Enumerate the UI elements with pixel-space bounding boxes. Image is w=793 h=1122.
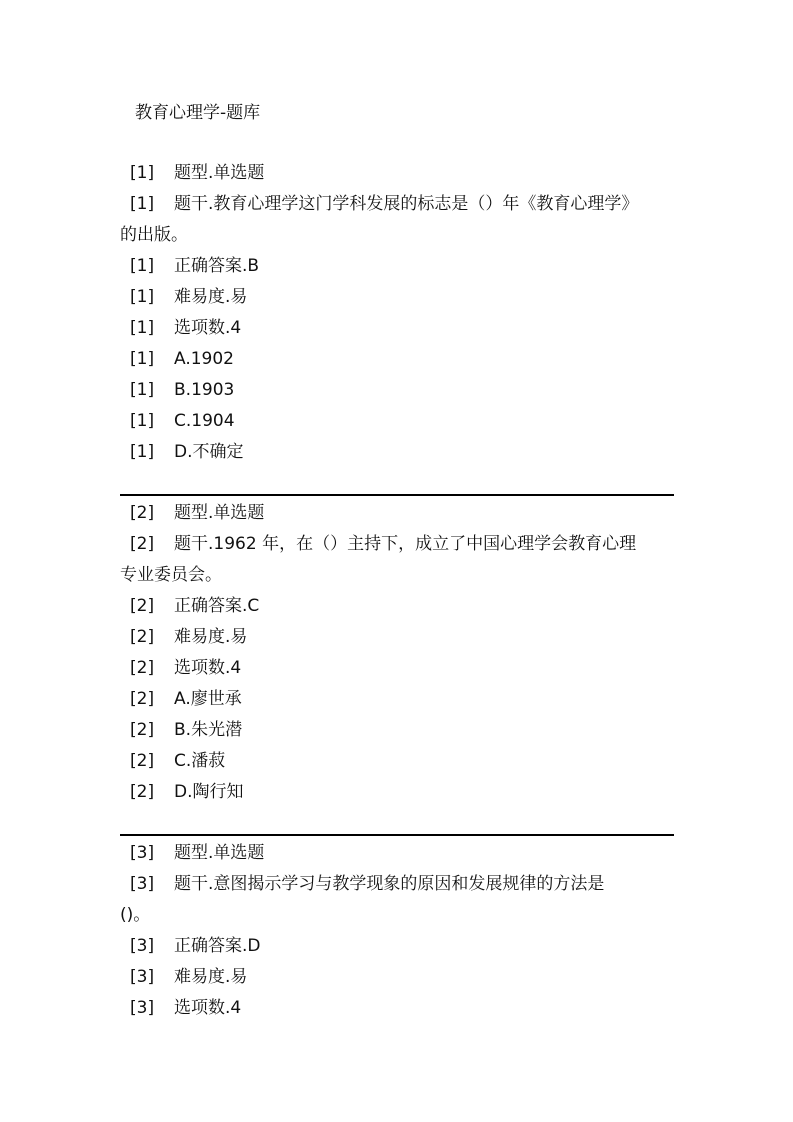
question-index: [1] [130,194,155,214]
question-index: [1] [130,411,155,431]
question-index: [2] [130,503,155,523]
option-d: D.不确定 [174,442,244,462]
question-index: [2] [130,658,155,678]
question-block-3 [120,838,674,1024]
document-title: 教育心理学-题库 [135,103,261,123]
option-row [120,777,674,808]
question-index: [2] [130,782,155,802]
option-row [120,715,674,746]
question-stem-row [120,189,674,220]
difficulty: 难易度.易 [174,967,248,987]
correct-answer: 正确答案.B [174,256,260,276]
question-stem: 题干.1962 年，在（）主持下，成立了中国心理学会教育心理 [174,534,637,554]
question-index: [2] [130,596,155,616]
correct-answer-row [120,931,674,962]
correct-answer: 正确答案.C [174,596,260,616]
question-index: [2] [130,689,155,709]
option-count: 选项数.4 [174,998,242,1018]
option-count-row [120,653,674,684]
question-divider [120,834,674,836]
option-d: D.陶行知 [174,782,244,802]
difficulty-row [120,962,674,993]
option-row [120,406,674,437]
question-index: [3] [130,998,155,1018]
question-type: 题型.单选题 [174,843,265,863]
correct-answer-row [120,251,674,282]
option-a: A.1902 [174,349,234,369]
difficulty-row [120,282,674,313]
option-count: 选项数.4 [174,318,242,338]
option-row [120,375,674,406]
option-a: A.廖世承 [174,689,242,709]
correct-answer: 正确答案.D [174,936,261,956]
question-index: [2] [130,627,155,647]
question-index: [1] [130,287,155,307]
question-type: 题型.单选题 [174,163,265,183]
question-index: [3] [130,843,155,863]
question-stem-continuation: ()。 [120,905,151,925]
option-row [120,344,674,375]
option-b: B.1903 [174,380,235,400]
option-row [120,746,674,777]
question-index: [1] [130,380,155,400]
option-count-row [120,993,674,1024]
question-index: [1] [130,318,155,338]
question-stem: 题干.意图揭示学习与教学现象的原因和发展规律的方法是 [174,874,605,894]
option-c: C.潘菽 [174,751,226,771]
question-stem-row [120,869,674,900]
question-index: [3] [130,967,155,987]
difficulty-row [120,622,674,653]
question-block-2 [120,498,674,808]
question-type-row [120,498,674,529]
correct-answer-row [120,591,674,622]
option-b: B.朱光潜 [174,720,243,740]
question-block-1 [120,158,674,468]
question-stem: 题干.教育心理学这门学科发展的标志是（）年《教育心理学》 [174,194,639,214]
question-index: [1] [130,163,155,183]
question-type-row [120,158,674,189]
question-index: [1] [130,256,155,276]
question-index: [3] [130,936,155,956]
question-index: [2] [130,751,155,771]
question-index: [1] [130,442,155,462]
option-count: 选项数.4 [174,658,242,678]
question-index: [3] [130,874,155,894]
difficulty: 难易度.易 [174,287,248,307]
question-divider [120,494,674,496]
question-stem-continuation: 专业委员会。 [120,565,222,585]
question-type-row [120,838,674,869]
option-row [120,437,674,468]
question-type: 题型.单选题 [174,503,265,523]
option-count-row [120,313,674,344]
option-row [120,684,674,715]
question-index: [2] [130,720,155,740]
difficulty: 难易度.易 [174,627,248,647]
question-stem-row [120,529,674,560]
question-index: [1] [130,349,155,369]
question-stem-continuation: 的出版。 [120,225,188,245]
option-c: C.1904 [174,411,235,431]
question-index: [2] [130,534,155,554]
